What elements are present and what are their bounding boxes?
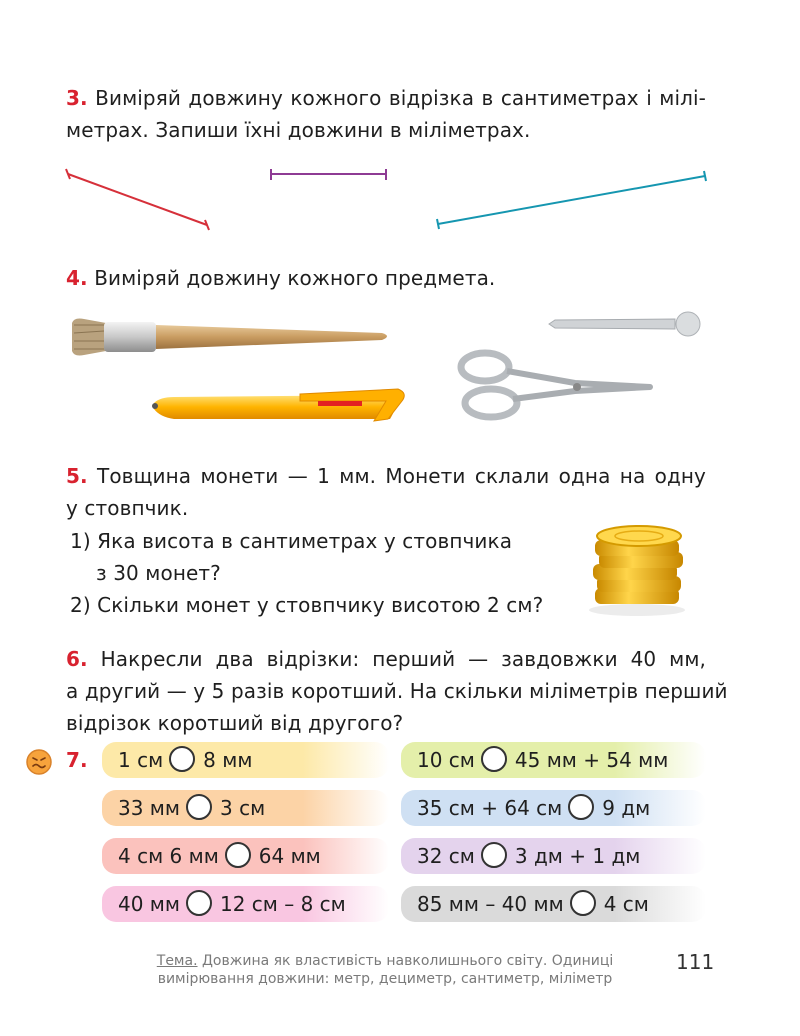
task-5-question-2: 2) Скільки монет у стовпчику висотою 2 см? — [70, 593, 544, 617]
segment-purple — [271, 169, 386, 180]
task-number: 3. — [66, 86, 88, 110]
task-3-line-1 — [66, 82, 706, 114]
scissors-icon — [455, 345, 655, 425]
task-4-text: Виміряй довжину кожного предмета. — [94, 266, 496, 290]
footer-label: Тема. — [156, 953, 198, 969]
compare-pill — [401, 838, 706, 874]
compare-circle[interactable] — [481, 746, 507, 772]
task-5 — [66, 460, 706, 524]
compare-pill — [102, 838, 389, 874]
left-expression: 85 мм – 40 мм — [417, 892, 564, 916]
task-3-text-1: Виміряй довжину кожного відрізка в сантиметрах і мілі- — [95, 86, 706, 110]
page-footer — [140, 952, 630, 988]
task-7-number — [66, 744, 88, 776]
left-expression: 10 см — [417, 748, 475, 772]
compare-circle[interactable] — [169, 746, 195, 772]
metal-rod-icon — [545, 310, 705, 338]
left-expression: 33 мм — [118, 796, 180, 820]
left-expression: 32 см — [417, 844, 475, 868]
compare-pill — [401, 742, 706, 778]
paintbrush-icon — [70, 315, 400, 360]
compare-pill — [102, 742, 389, 778]
task-number: 6. — [66, 647, 88, 671]
smiley-icon — [25, 748, 53, 776]
task-number: 4. — [66, 266, 88, 290]
compare-circle[interactable] — [568, 794, 594, 820]
task-6-text-3: відрізок коротший від другого? — [66, 711, 404, 735]
task-number: 5. — [66, 464, 88, 488]
footer-text-1: Довжина як властивість навколишнього світу. Одиниці — [201, 953, 614, 969]
compare-pill — [102, 886, 389, 922]
right-expression: 8 мм — [203, 748, 253, 772]
compare-circle[interactable] — [186, 794, 212, 820]
left-expression: 1 см — [118, 748, 164, 772]
task-6-line-1 — [66, 643, 706, 675]
task-3 — [66, 82, 706, 146]
compare-circle[interactable] — [225, 842, 251, 868]
task-6-text-2: а другий — у 5 разів коротший. На скільки міліметрів перший — [66, 679, 728, 703]
task-6 — [66, 643, 728, 739]
right-expression: 3 дм + 1 дм — [514, 844, 641, 868]
segment-teal — [437, 171, 706, 229]
task-5-text-1: Товщина монети — 1 мм. Монети склали одна на одну — [97, 464, 706, 488]
right-expression: 3 см — [219, 796, 266, 820]
task-3-text-2: метрах. Запиши їхні довжини в міліметрах. — [66, 118, 531, 142]
compare-circle[interactable] — [186, 890, 212, 916]
coin-stack-icon — [585, 518, 695, 618]
task-5-question-1-cont: з 30 монет? — [96, 561, 221, 585]
task-5-line-1 — [66, 460, 706, 492]
left-expression: 4 см 6 мм — [118, 844, 219, 868]
task-5-question-1: 1) Яка висота в сантиметрах у стовпчика — [70, 529, 513, 553]
task-6-text-1: Накресли два відрізки: перший — завдовжки 40 мм, — [100, 647, 706, 671]
right-expression: 4 см — [603, 892, 649, 916]
task-5-text-2: у стовпчик. — [66, 496, 189, 520]
footer-line-1 — [140, 952, 630, 970]
left-expression: 40 мм — [118, 892, 180, 916]
right-expression: 45 мм + 54 мм — [514, 748, 669, 772]
task-5-questions — [70, 525, 544, 621]
task-number: 7. — [66, 748, 88, 772]
task-4 — [66, 262, 495, 294]
compare-pill — [102, 790, 389, 826]
compare-pill — [401, 886, 706, 922]
segments-figure — [0, 150, 800, 240]
compare-circle[interactable] — [570, 890, 596, 916]
page-number: 111 — [676, 950, 715, 974]
right-expression: 12 см – 8 см — [219, 892, 346, 916]
footer-text-2: вимірювання довжини: метр, дециметр, сантиметр, міліметр — [157, 971, 613, 987]
compare-pill — [401, 790, 706, 826]
pen-icon — [150, 385, 410, 430]
left-expression: 35 см + 64 см — [417, 796, 563, 820]
segment-red — [66, 169, 209, 230]
right-expression: 9 дм — [602, 796, 651, 820]
right-expression: 64 мм — [258, 844, 321, 868]
compare-circle[interactable] — [481, 842, 507, 868]
